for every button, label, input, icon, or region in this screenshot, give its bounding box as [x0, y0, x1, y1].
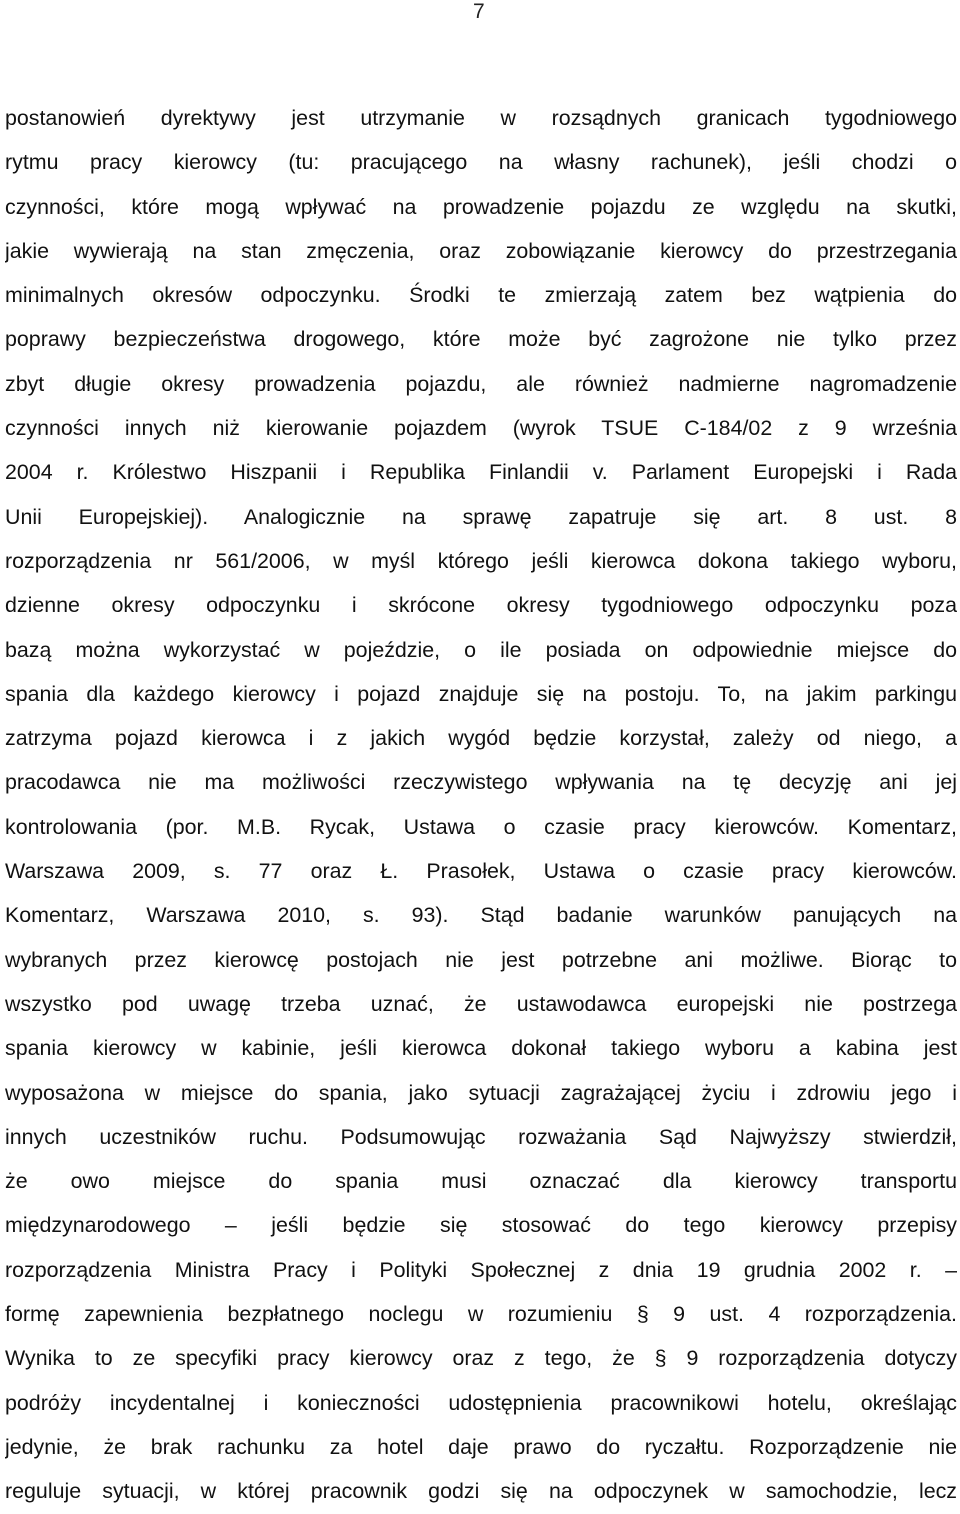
text-line: poprawy bezpieczeństwa drogowego, które może być zagrożone nie tylko przez [5, 327, 957, 352]
text-line: wybranych przez kierowcę postojach nie jest potrzebne ani możliwe. Biorąc to [5, 947, 957, 972]
page-number: 7 [473, 0, 485, 23]
text-line: rytmu pracy kierowcy (tu: pracującego na własny rachunek), jeśli chodzi o [5, 150, 957, 175]
text-line: podróży incydentalnej i konieczności udostępnienia pracownikowi hotelu, określając [5, 1390, 957, 1415]
text-line: rozporządzenia nr 561/2006, w myśl którego jeśli kierowca dokona takiego wyboru, [5, 548, 957, 573]
text-line: dzienne okresy odpoczynku i skrócone okresy tygodniowego odpoczynku poza [5, 593, 957, 618]
text-line: formę zapewnienia bezpłatnego noclegu w rozumieniu § 9 ust. 4 rozporządzenia. [5, 1302, 957, 1327]
text-line: Warszawa 2009, s. 77 oraz Ł. Prasołek, Ustawa o czasie pracy kierowców. [5, 859, 957, 884]
text-line: bazą można wykorzystać w pojeździe, o ile posiada on odpowiednie miejsce do [5, 637, 957, 662]
text-line: że owo miejsce do spania musi oznaczać dla kierowcy transportu [5, 1169, 957, 1194]
text-line: spania kierowcy w kabinie, jeśli kierowca dokonał takiego wyboru a kabina jest [5, 1036, 957, 1061]
text-line: wszystko pod uwagę trzeba uznać, że ustawodawca europejski nie postrzega [5, 991, 957, 1016]
text-line: reguluje sytuacji, w której pracownik godzi się na odpoczynek w samochodzie, lecz [5, 1479, 957, 1504]
text-line: innych uczestników ruchu. Podsumowując rozważania Sąd Najwyższy stwierdził, [5, 1124, 957, 1149]
text-line: wyposażona w miejsce do spania, jako sytuacji zagrażającej życiu i zdrowiu jego i [5, 1080, 957, 1105]
text-line: 2004 r. Królestwo Hiszpanii i Republika Finlandii v. Parlament Europejski i Rada [5, 460, 957, 485]
text-line: spania dla każdego kierowcy i pojazd znajduje się na postoju. To, na jakim parkingu [5, 681, 957, 706]
text-line: Wynika to ze specyfiki pracy kierowcy oraz z tego, że § 9 rozporządzenia dotyczy [5, 1346, 957, 1371]
text-line: kontrolowania (por. M.B. Rycak, Ustawa o czasie pracy kierowców. Komentarz, [5, 814, 957, 839]
text-line: minimalnych okresów odpoczynku. Środki te zmierzają zatem bez wątpienia do [5, 283, 957, 308]
text-line: pracodawca nie ma możliwości rzeczywistego wpływania na tę decyzję ani jej [5, 770, 957, 795]
text-line: czynności, które mogą wpływać na prowadzenie pojazdu ze względu na skutki, [5, 194, 957, 219]
text-line: postanowień dyrektywy jest utrzymanie w rozsądnych granicach tygodniowego [5, 106, 957, 130]
text-line: Unii Europejskiej). Analogicznie na sprawę zapatruje się art. 8 ust. 8 [5, 504, 957, 529]
text-line: rozporządzenia Ministra Pracy i Polityki Społecznej z dnia 19 grudnia 2002 r. – [5, 1257, 957, 1282]
text-line: zbyt długie okresy prowadzenia pojazdu, ale również nadmierne nagromadzenie [5, 371, 957, 396]
text-line: międzynarodowego – jeśli będzie się stosować do tego kierowcy przepisy [5, 1213, 957, 1238]
text-line: czynności innych niż kierowanie pojazdem (wyrok TSUE C-184/02 z 9 września [5, 416, 957, 441]
text-line: jedynie, że brak rachunku za hotel daje prawo do ryczałtu. Rozporządzenie nie [5, 1434, 957, 1459]
text-line: zatrzyma pojazd kierowca i z jakich wygód będzie korzystał, zależy od niego, a [5, 726, 957, 751]
text-line: Komentarz, Warszawa 2010, s. 93). Stąd badanie warunków panujących na [5, 903, 957, 928]
text-line: jakie wywierają na stan zmęczenia, oraz zobowiązanie kierowcy do przestrzegania [5, 238, 957, 263]
body-text [5, 96, 957, 1514]
